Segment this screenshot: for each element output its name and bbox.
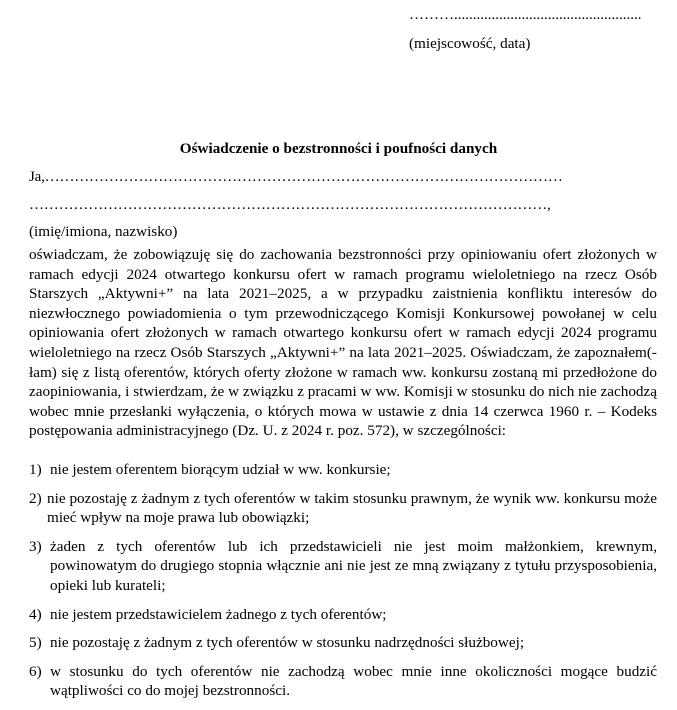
- name-caption: (imię/imiona, nazwisko): [29, 223, 178, 240]
- list-item: [29, 489, 657, 528]
- list-item-text: nie pozostaję z żadnym z tych oferentów w stosunku nadrzędności służbowej;: [50, 634, 525, 652]
- place-date-fill-line: ………..................................................: [409, 7, 642, 23]
- declaration-list: [29, 460, 657, 710]
- list-item-number: 6): [29, 662, 42, 680]
- name-fill-line-1: Ja,……………………………………………………………………………………………: [29, 169, 563, 185]
- list-item-number: 4): [29, 605, 42, 623]
- list-item: [29, 537, 657, 596]
- document-title: Oświadczenie o bezstronności i poufności danych: [179, 140, 498, 157]
- list-item-text: w stosunku do tych oferentów nie zachodzą wobec mnie inne okoliczności mogące budzić wątpliwości co do mojej bezstronności.: [50, 662, 657, 700]
- list-item-number: 1): [29, 461, 42, 478]
- name-fill-line-2: ……………………………………………………………………………………………,: [29, 197, 551, 213]
- list-item-text: nie jestem przedstawicielem żadnego z tych oferentów;: [50, 605, 387, 623]
- list-item: [29, 662, 657, 701]
- list-item: [29, 460, 657, 480]
- list-item-number: 2): [29, 489, 42, 507]
- list-item-number: 3): [29, 537, 42, 555]
- list-item-number: 5): [29, 634, 42, 652]
- list-item: [29, 633, 657, 653]
- list-item: [29, 605, 657, 625]
- list-item-text: nie jestem oferentem biorącym udział w ww. konkursie;: [50, 461, 391, 478]
- list-item-text: nie pozostaję z żadnym z tych oferentów w takim stosunku prawnym, że wynik ww. konkursu może mieć wpływ na moje prawa lub obowiązki;: [47, 489, 657, 527]
- place-date-caption: (miejscowość, data): [409, 35, 531, 52]
- list-item-text: żaden z tych oferentów lub ich przedstawicieli nie jest moim małżonkiem, krewnym, powinowatym do drugiego stopnia włącznie ani nie jest ze mną związany z tytułu przysposobienia, opieki lub kurateli;: [50, 537, 657, 594]
- declaration-body: oświadczam, że zobowiązuję się do zachowania bezstronności przy opiniowaniu ofert złożonych w ramach edycji 2024 otwartego konkursu ofert w ramach programu wieloletniego na rzecz Osób Starszych „Aktywni+” na lata 2021–2025, a w przypadku zaistnienia konfliktu interesów do niezwłocznego powiadomienia o tym przewodniczącego Komisji Konkursowej powołanej w celu opiniowania ofert złożonych w ramach otwartego konkursu ofert w ramach edycji 2024 programu wieloletniego na rzecz Osób Starszych „Aktywni+” na lata 2021–2025. Oświadczam, że zapoznałem(-łam) się z listą oferentów, których oferty złożone w ramach ww. konkursu zostaną mi przedłożone do zaopiniowania, i stwierdzam, że w związku z pracami w ww. Komisji w stosunku do nich nie zachodzą wobec mnie przesłanki wyłączenia, o których mowa w ustawie z dnia 14 czerwca 1960 r. – Kodeks postępowania administracyjnego (Dz. U. z 2024 r. poz. 572), w szczególności:: [29, 246, 657, 440]
